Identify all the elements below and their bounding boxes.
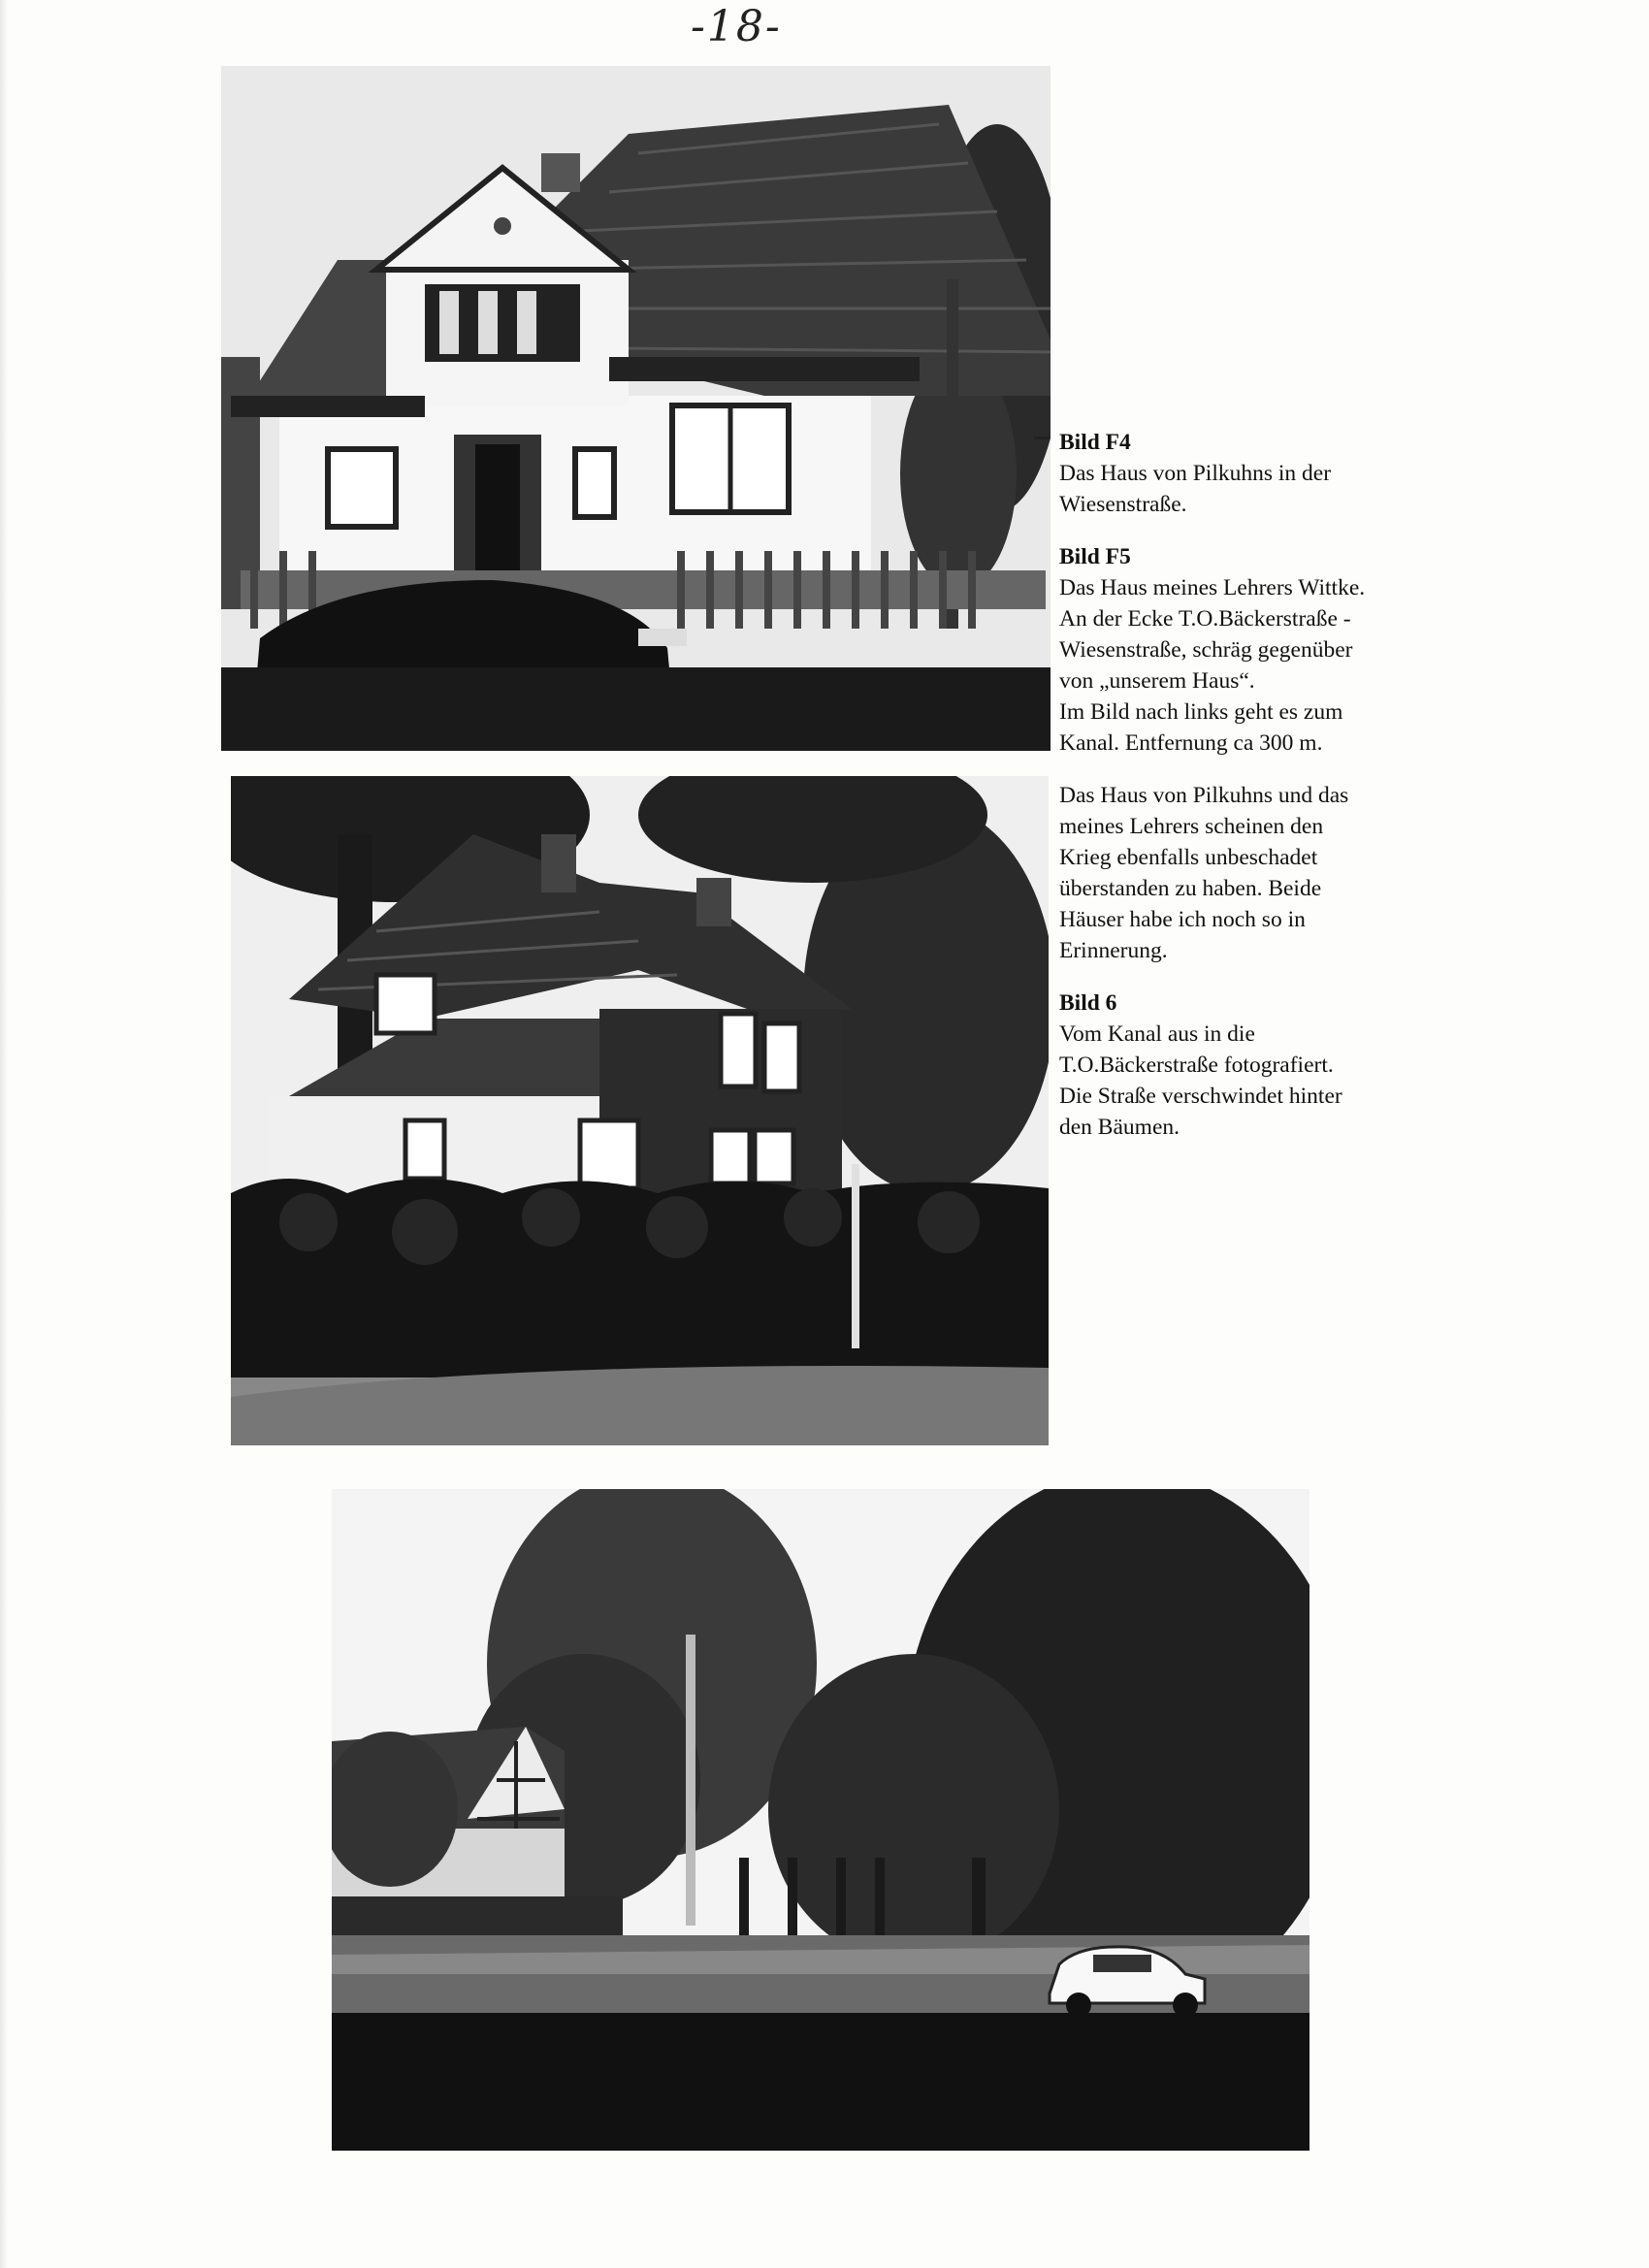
caption-line: Vom Kanal aus in die (1059, 1021, 1255, 1047)
caption-column (1059, 427, 1467, 1164)
caption-line: Kanal. Entfernung ca 300 m. (1059, 730, 1323, 756)
caption-note (1059, 780, 1467, 966)
caption-line: Krieg ebenfalls unbeschadet (1059, 845, 1318, 870)
photo-house-teacher-icon (231, 776, 1049, 1445)
caption-f4-title: Bild F4 (1059, 430, 1131, 455)
photo-f4 (221, 66, 1051, 751)
caption-line: Erinnerung. (1059, 938, 1168, 963)
page-number: -18- (691, 2, 782, 51)
caption-line: An der Ecke T.O.Bäckerstraße - (1059, 606, 1351, 632)
caption-f5 (1059, 541, 1467, 759)
caption-f5-title: Bild F5 (1059, 544, 1131, 569)
caption-line: Das Haus von Pilkuhns und das (1059, 783, 1349, 808)
caption-line: Das Haus von Pilkuhns in der (1059, 461, 1332, 486)
caption-line: Das Haus meines Lehrers Wittke. (1059, 575, 1366, 600)
caption-line: Wiesenstraße. (1059, 492, 1187, 517)
photo-street-canal-icon (332, 1489, 1310, 2151)
caption-f4 (1059, 427, 1467, 520)
caption-line: meines Lehrers scheinen den (1059, 814, 1324, 839)
caption-line: überstanden zu haben. Beide (1059, 876, 1322, 901)
photo-6 (332, 1489, 1310, 2151)
caption-line: von „unserem Haus“. (1059, 668, 1255, 694)
caption-line: Die Straße verschwindet hinter (1059, 1084, 1342, 1109)
caption-b6-title: Bild 6 (1059, 990, 1117, 1016)
scan-edge (0, 0, 8, 2268)
photo-house-pilkuhns-icon (221, 66, 1051, 751)
caption-line: den Bäumen. (1059, 1115, 1180, 1140)
caption-b6 (1059, 988, 1467, 1143)
photo-f5 (231, 776, 1049, 1445)
caption-line: Wiesenstraße, schräg gegenüber (1059, 637, 1353, 663)
caption-line: Häuser habe ich noch so in (1059, 907, 1306, 932)
margin-mark (1034, 437, 1050, 439)
caption-line: T.O.Bäckerstraße fotografiert. (1059, 1053, 1334, 1078)
caption-line: Im Bild nach links geht es zum (1059, 699, 1343, 725)
